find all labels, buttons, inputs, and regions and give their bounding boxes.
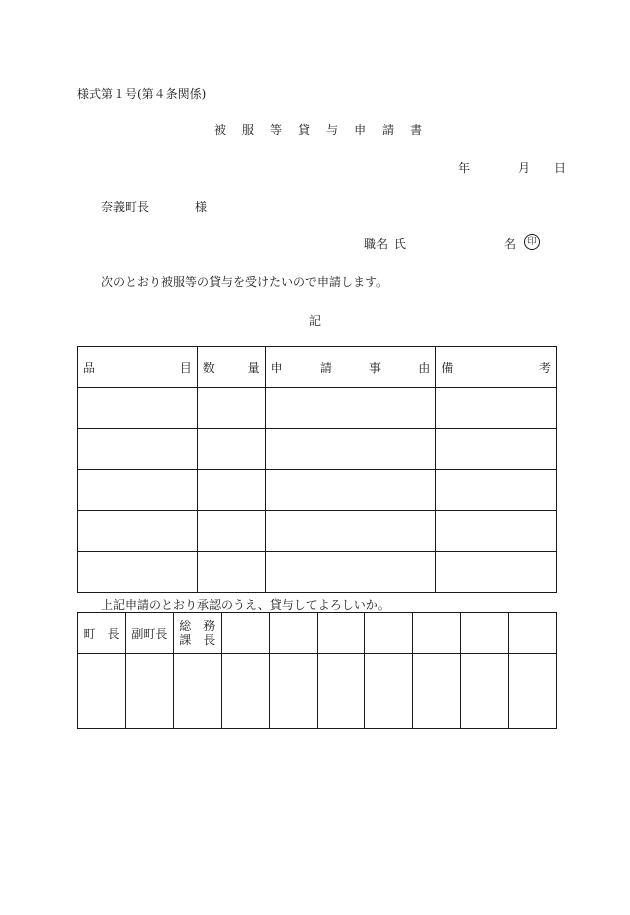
stamp-cell[interactable] — [125, 654, 173, 729]
item-cell[interactable] — [78, 429, 198, 470]
remarks-cell[interactable] — [436, 470, 557, 511]
date-year-label: 年 — [458, 161, 471, 175]
stamp-cell[interactable] — [78, 654, 126, 729]
reason-cell[interactable] — [265, 429, 436, 470]
remarks-cell[interactable] — [436, 552, 557, 593]
title-char: 被 — [214, 123, 227, 137]
addressee-name: 奈義町長 — [101, 200, 150, 214]
quantity-cell[interactable] — [197, 429, 265, 470]
ki-label: 記 — [309, 314, 322, 328]
addressee-honorific: 様 — [195, 200, 208, 214]
table-row — [78, 388, 557, 429]
stamp-cell[interactable] — [413, 654, 461, 729]
request-statement: 次のとおり被服等の貸与を受けたいので申請します。 — [101, 275, 389, 289]
item-cell[interactable] — [78, 470, 198, 511]
header-blank — [269, 613, 317, 654]
header-blank — [413, 613, 461, 654]
form-number: 様式第１号(第４条関係) — [77, 87, 207, 101]
header-reason: 申 請 事 由 — [265, 347, 436, 388]
items-header-row — [78, 347, 557, 388]
header-blank — [317, 613, 365, 654]
header-remarks: 備 考 — [436, 347, 557, 388]
item-cell[interactable] — [78, 552, 198, 593]
header-blank — [509, 613, 557, 654]
name-label-first: 氏 — [393, 237, 406, 251]
remarks-cell[interactable] — [436, 388, 557, 429]
header-blank — [365, 613, 413, 654]
header-general-affairs-chief: 総 務 課 長 — [173, 613, 221, 654]
reason-cell[interactable] — [265, 470, 436, 511]
position-label: 職名 — [364, 237, 389, 251]
stamp-cell[interactable] — [269, 654, 317, 729]
stamp-cell[interactable] — [509, 654, 557, 729]
approval-stamp-row — [78, 654, 557, 729]
addressee — [101, 198, 207, 215]
date-day-label: 日 — [554, 161, 567, 175]
quantity-cell[interactable] — [197, 470, 265, 511]
items-table — [77, 346, 557, 593]
stamp-cell[interactable] — [221, 654, 269, 729]
remarks-cell[interactable] — [436, 429, 557, 470]
reason-cell[interactable] — [265, 511, 436, 552]
table-row — [78, 429, 557, 470]
date-line — [458, 159, 566, 176]
title-char: 申 — [354, 123, 367, 137]
title-char: 貸 — [298, 123, 311, 137]
header-item-name: 品 目 — [78, 347, 198, 388]
approval-table — [77, 612, 557, 729]
name-label-second: 名 — [504, 237, 517, 251]
title-char: 請 — [382, 123, 395, 137]
header-quantity: 数 量 — [197, 347, 265, 388]
date-month-label: 月 — [518, 161, 531, 175]
stamp-cell[interactable] — [173, 654, 221, 729]
reason-cell[interactable] — [265, 388, 436, 429]
item-cell[interactable] — [78, 511, 198, 552]
approval-statement: 上記申請のとおり承認のうえ、貸与してよろしいか。 — [101, 598, 390, 612]
header-deputy-mayor: 副町長 — [125, 613, 173, 654]
table-row — [78, 552, 557, 593]
title-char: 服 — [242, 123, 255, 137]
header-mayor: 町 長 — [78, 613, 126, 654]
title-char: 書 — [410, 123, 423, 137]
remarks-cell[interactable] — [436, 511, 557, 552]
seal-icon: 印 — [524, 234, 540, 250]
table-row — [78, 511, 557, 552]
approval-header-row — [78, 613, 557, 654]
stamp-cell[interactable] — [461, 654, 509, 729]
table-row — [78, 470, 557, 511]
item-cell[interactable] — [78, 388, 198, 429]
title-char: 与 — [326, 123, 339, 137]
stamp-cell[interactable] — [365, 654, 413, 729]
title-char: 等 — [270, 123, 283, 137]
header-blank — [221, 613, 269, 654]
reason-cell[interactable] — [265, 552, 436, 593]
quantity-cell[interactable] — [197, 511, 265, 552]
applicant-block — [364, 235, 542, 252]
header-blank — [461, 613, 509, 654]
stamp-cell[interactable] — [317, 654, 365, 729]
quantity-cell[interactable] — [197, 552, 265, 593]
quantity-cell[interactable] — [197, 388, 265, 429]
form-title — [214, 121, 438, 138]
